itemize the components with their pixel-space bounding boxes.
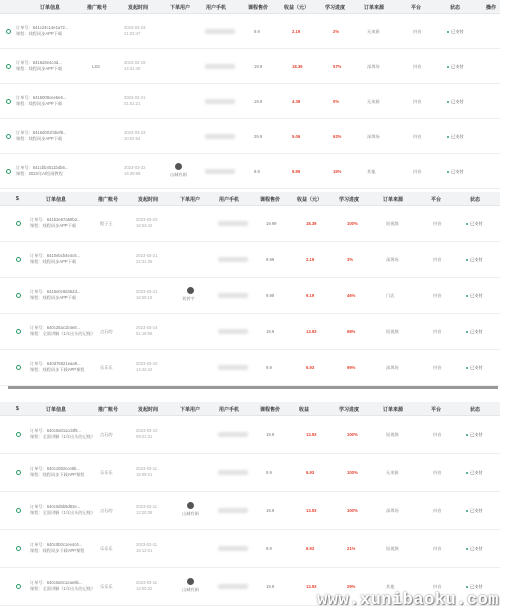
order-number: 订单号：640c0a011cd4f9...	[30, 428, 81, 433]
status-badge	[466, 432, 483, 438]
phone-redacted	[205, 64, 235, 69]
col-price: 课程售价	[248, 5, 269, 11]
course-title: 课程：线程同步APP下载	[16, 31, 63, 36]
income-value: 18.39	[292, 64, 303, 69]
col-time: 发起时间	[138, 407, 159, 413]
platform: 抖音	[433, 221, 442, 226]
phone-redacted	[218, 546, 248, 551]
course-price: 9.9	[254, 29, 260, 34]
status-badge	[447, 29, 464, 35]
course-title: 课程：线程同步APP下载	[30, 223, 77, 228]
status-dot-icon	[447, 66, 449, 68]
order-date: 2023-03-14	[136, 325, 158, 330]
study-progress: 100%	[347, 432, 358, 437]
course-title: 课程：线程同步APP下载	[16, 66, 63, 71]
course-price: 19.9	[254, 64, 263, 69]
income-value: 4.39	[292, 99, 301, 104]
order-time: 10:02:54	[124, 136, 141, 141]
status-label: 已支付	[470, 221, 483, 226]
order-date: 2023-03-21	[124, 95, 146, 100]
platform: 抖音	[413, 99, 422, 104]
phone-redacted	[205, 99, 235, 104]
order-time: 16:59:16	[136, 295, 153, 300]
order-date: 2023-03-10	[136, 361, 158, 366]
course-title: 课程：全面讲解《1年出头的记账》	[30, 331, 96, 336]
study-progress: 15%	[333, 169, 342, 174]
order-time: 01:19:55	[136, 331, 153, 336]
phone-redacted	[218, 257, 248, 262]
status-dot-icon	[466, 548, 468, 550]
income-value: 13.93	[306, 584, 317, 589]
income-value: 5.06	[292, 134, 301, 139]
order-date: 2023-03-23	[136, 217, 158, 222]
course-title: 课程：线程同步下载APP课程	[30, 548, 85, 553]
row-select-radio[interactable]	[6, 64, 11, 69]
status-label: 已支付	[451, 134, 464, 139]
status-dot-icon	[447, 171, 449, 173]
order-number: 订单号：641cbb4011b4b6...	[16, 165, 69, 170]
order-date: 2023-03-22	[124, 165, 146, 170]
order-time: 01:51:21	[124, 101, 141, 106]
platform: 抖音	[413, 29, 422, 34]
course-price: 19.9	[266, 432, 275, 437]
col-promoter: 推广账号	[98, 407, 119, 413]
income-value: 18.39	[306, 221, 317, 226]
table-row	[0, 14, 500, 49]
income-value: 6.93	[306, 470, 315, 475]
col-user: 下单用户	[170, 5, 191, 11]
status-badge	[447, 134, 464, 140]
status-badge	[466, 508, 483, 514]
income-value: 13.93	[306, 329, 317, 334]
phone-redacted	[205, 134, 235, 139]
income-value: 13.93	[306, 432, 317, 437]
table-row	[0, 84, 500, 119]
order-number: 订单号：6416d4e4c4d...	[16, 60, 62, 65]
platform: 抖音	[433, 257, 442, 262]
platform: 抖音	[433, 432, 442, 437]
row-select-radio[interactable]	[16, 293, 21, 298]
order-number: 订单号：6415009cee5e6...	[16, 95, 67, 100]
order-time: 09:21:31	[136, 434, 153, 439]
platform: 抖音	[433, 470, 442, 475]
table-row	[0, 154, 500, 189]
course-price: 19.9	[266, 508, 275, 513]
study-progress: 68%	[347, 329, 356, 334]
order-number: 订单号：640d76621eaa9...	[30, 361, 81, 366]
col-promoter: 推广账号	[98, 197, 119, 203]
order-number: 订单号：6410ebcb4e4c6...	[30, 253, 81, 258]
row-select-radio[interactable]	[16, 432, 21, 437]
status-label: 已支付	[470, 257, 483, 262]
order-date: 2023-03-21	[136, 253, 158, 258]
promoter-account: 点石的	[100, 329, 113, 334]
phone-redacted	[205, 169, 235, 174]
col-time: 发起时间	[128, 5, 149, 11]
col-order-info: 订单信息	[40, 5, 61, 11]
status-dot-icon	[466, 472, 468, 474]
order-source: 深圳场	[386, 508, 399, 513]
status-label: 已支付	[470, 293, 483, 298]
order-source: 深圳场	[386, 257, 399, 262]
phone-redacted	[218, 329, 248, 334]
phone-redacted	[218, 584, 248, 589]
order-source: 无来源	[367, 29, 380, 34]
col-income: 收益（元）	[284, 5, 310, 11]
table-header	[0, 402, 500, 416]
course-title: 课程：线程同步APP下载	[30, 295, 77, 300]
course-title: 课程：线程同步APP下载	[16, 136, 63, 141]
course-title: 课程：全面讲解《1年出头的记账》	[30, 434, 96, 439]
phone-redacted	[218, 293, 248, 298]
phone-redacted	[218, 221, 248, 226]
order-date: 2023-03-19	[124, 60, 146, 65]
row-select-radio[interactable]	[16, 470, 21, 475]
study-progress: 2%	[333, 29, 340, 34]
row-select-radio[interactable]	[6, 99, 11, 104]
table-row	[0, 454, 500, 492]
col-price: 课程售价	[260, 197, 281, 203]
user-name: 山城有娟	[182, 511, 199, 516]
order-time: 16:29:59	[124, 171, 141, 176]
status-dot-icon	[466, 510, 468, 512]
table-header	[0, 0, 500, 14]
table-row	[0, 119, 500, 154]
table-row	[0, 314, 500, 350]
status-badge	[447, 64, 464, 70]
promoter-account: 点石的	[100, 508, 113, 513]
order-source: 短视频	[386, 221, 399, 226]
avatar	[187, 502, 194, 509]
user-name: 山城有娟	[170, 172, 187, 177]
order-source: 门店	[386, 293, 395, 298]
phone-redacted	[205, 29, 235, 34]
promoter-account: 程子王	[100, 221, 113, 226]
income-value: 9.19	[306, 293, 315, 298]
platform: 抖音	[433, 293, 442, 298]
phone-redacted	[218, 470, 248, 475]
study-progress: 100%	[347, 470, 358, 475]
status-dot-icon	[466, 223, 468, 225]
income-value: 6.93	[306, 365, 315, 370]
income-value: 2.19	[306, 257, 315, 262]
order-source: 无来源	[386, 470, 399, 475]
order-time: 14:42:42	[136, 367, 153, 372]
order-date: 2023-03-11	[136, 542, 158, 547]
status-badge	[466, 546, 483, 552]
order-source: 深圳场	[367, 134, 380, 139]
status-label: 已支付	[470, 329, 483, 334]
col-progress: 学习进度	[339, 197, 360, 203]
promoter-account: 乐乐乐	[100, 365, 113, 370]
order-time: 22:31:35	[136, 259, 153, 264]
course-title: 课程：线程同步下载APP课程	[30, 472, 85, 477]
course-price: 19.9	[254, 99, 263, 104]
table-row	[0, 350, 500, 386]
order-number: 订单号：640c0a0c1eae6b...	[30, 580, 83, 585]
watermark: www.xunibaoku.com	[317, 591, 499, 610]
table-row	[0, 492, 500, 530]
status-badge	[466, 470, 483, 476]
study-progress: 3%	[347, 257, 354, 262]
course-title: 课程：线程同步APP下载	[16, 101, 63, 106]
col-phone: 用户手机	[206, 5, 227, 11]
order-time: 15:12:01	[136, 548, 153, 553]
col-source: 订单来源	[383, 407, 404, 413]
status-badge	[466, 221, 483, 227]
order-source: 无来源	[367, 99, 380, 104]
status-label: 已支付	[451, 29, 464, 34]
course-price: 9.99	[266, 257, 275, 262]
col-progress: 学习进度	[325, 5, 346, 11]
study-progress: 63%	[333, 134, 342, 139]
row-select-radio[interactable]	[6, 169, 11, 174]
col-user: 下单用户	[180, 407, 201, 413]
order-date: 2023-03-11	[136, 504, 158, 509]
section-divider	[8, 386, 498, 389]
avatar	[175, 163, 182, 170]
order-source: 其他	[367, 169, 376, 174]
status-dot-icon	[447, 31, 449, 33]
col-source: 订单来源	[364, 5, 385, 11]
order-time: 21:03:47	[124, 31, 141, 36]
platform: 抖音	[433, 584, 442, 589]
col-status: 状态	[450, 5, 461, 11]
table-row	[0, 49, 500, 84]
row-select-radio[interactable]	[16, 508, 21, 513]
row-select-radio[interactable]	[16, 584, 21, 589]
order-date: 2023-03-21	[136, 289, 158, 294]
order-number: 订单号：640c0b0c1ee4c6...	[30, 542, 83, 547]
status-badge	[466, 257, 483, 263]
income-value: 9.99	[292, 169, 301, 174]
course-title: 课程：2023年AI绘画教程	[16, 171, 63, 176]
course-price: 9.9	[266, 546, 272, 551]
avatar	[187, 578, 194, 585]
avatar	[187, 287, 194, 294]
course-title: 课程：线程同步APP下载	[30, 259, 77, 264]
status-label: 已支付	[451, 169, 464, 174]
status-badge	[466, 329, 483, 335]
study-progress: 100%	[347, 221, 358, 226]
col-status: 状态	[470, 407, 481, 413]
col-action: 操作	[486, 5, 497, 11]
user-name: 山城有娟	[182, 587, 199, 592]
status-label: 已支付	[470, 432, 483, 437]
course-price: 9.9	[254, 169, 260, 174]
status-label: 已支付	[470, 584, 483, 589]
table-row	[0, 206, 500, 242]
col-order-info: 订单信息	[46, 197, 67, 203]
status-dot-icon	[466, 331, 468, 333]
row-select-radio[interactable]	[6, 134, 11, 139]
col-status: 状态	[470, 197, 481, 203]
study-progress: 46%	[347, 293, 356, 298]
status-label: 已支付	[470, 470, 483, 475]
table-row	[0, 530, 500, 568]
status-label: 已支付	[470, 365, 483, 370]
row-select-radio[interactable]	[16, 546, 21, 551]
order-source: 其他	[386, 584, 395, 589]
col-promoter: 推广账号	[87, 5, 108, 11]
order-time: 15:09:21	[136, 472, 153, 477]
course-title: 课程：全面讲解《1年出头的记账》	[30, 510, 96, 515]
promoter-account: LSS	[92, 64, 100, 69]
status-label: 已支付	[451, 99, 464, 104]
status-dot-icon	[466, 434, 468, 436]
order-number: 订单号：640c1082cce8b...	[30, 466, 80, 471]
phone-redacted	[218, 365, 248, 370]
status-dot-icon	[466, 295, 468, 297]
platform: 抖音	[413, 169, 422, 174]
orders-table-1	[0, 0, 500, 190]
order-date: 2023-03-10	[136, 428, 158, 433]
order-date: 2023-03-11	[136, 466, 158, 471]
order-time: 13:20:38	[136, 510, 153, 515]
income-value: 13.93	[306, 508, 317, 513]
promoter-account: 乐乐乐	[100, 546, 113, 551]
table-row	[0, 278, 500, 314]
study-progress: 21%	[347, 546, 356, 551]
status-label: 已支付	[451, 64, 464, 69]
study-progress: 99%	[347, 365, 356, 370]
status-dot-icon	[447, 101, 449, 103]
row-select-radio[interactable]	[16, 221, 21, 226]
col-source: 订单来源	[383, 197, 404, 203]
col-order-info: 订单信息	[46, 407, 67, 413]
orders-table-2	[0, 192, 500, 385]
col-platform: 平台	[431, 197, 442, 203]
platform: 抖音	[433, 329, 442, 334]
status-badge	[447, 169, 464, 175]
table-header	[0, 192, 500, 206]
course-title: 课程：全面讲解《1年出头的记账》	[30, 586, 96, 591]
promoter-account: 乐乐乐	[100, 584, 113, 589]
order-date: 2023-03-11	[136, 580, 158, 585]
course-title: 课程：线程同步下载APP课程	[30, 367, 85, 372]
status-dot-icon	[466, 367, 468, 369]
status-label: 已支付	[470, 508, 483, 513]
status-dot-icon	[466, 586, 468, 588]
status-badge	[466, 584, 483, 590]
col-progress: 学习进度	[339, 407, 360, 413]
col-income: 收益（元）	[297, 197, 323, 203]
platform: 抖音	[433, 546, 442, 551]
table-row	[0, 242, 500, 278]
status-dot-icon	[466, 259, 468, 261]
col-platform: 平台	[411, 5, 422, 11]
order-date: 2023-03-23	[124, 130, 146, 135]
order-number: 订单号：640c25ac1b4e8...	[30, 325, 81, 330]
col-price: 课程售价	[260, 407, 281, 413]
col-time: 发起时间	[138, 197, 159, 203]
course-price: 9.9	[266, 365, 272, 370]
study-progress: 0%	[333, 99, 340, 104]
order-number: 订单号：640c0d5b9d83e...	[30, 504, 81, 509]
phone-redacted	[218, 508, 248, 513]
order-number: 订单号：641b2e57a59b2...	[30, 217, 81, 222]
course-price: 9.99	[266, 293, 275, 298]
order-source: 短视频	[386, 329, 399, 334]
platform: 抖音	[413, 134, 422, 139]
status-badge	[466, 365, 483, 371]
order-source: 短视频	[386, 432, 399, 437]
study-progress: 100%	[347, 508, 358, 513]
order-number: 订单号：641c24c14e1a72...	[16, 25, 69, 30]
col-phone: 用户手机	[219, 197, 240, 203]
order-number: 订单号：6416d001f4bef8...	[16, 130, 67, 135]
course-price: 19.9	[266, 329, 275, 334]
study-progress: 57%	[333, 64, 342, 69]
order-source: 深圳场	[367, 64, 380, 69]
study-progress: 29%	[347, 584, 356, 589]
course-price: 29.9	[254, 134, 263, 139]
col-phone: 用户手机	[219, 407, 240, 413]
promoter-account: 乐乐乐	[100, 470, 113, 475]
col-platform: 平台	[431, 407, 442, 413]
status-badge	[447, 99, 464, 105]
income-value: 6.93	[306, 546, 315, 551]
status-dot-icon	[447, 136, 449, 138]
row-select-radio[interactable]	[6, 29, 11, 34]
platform: 抖音	[433, 365, 442, 370]
order-source: 短视频	[386, 546, 399, 551]
col-select: $	[16, 196, 19, 202]
row-select-radio[interactable]	[16, 365, 21, 370]
course-price: 9.9	[266, 470, 272, 475]
col-select: $	[16, 406, 19, 412]
user-name: 刘忻宇	[182, 296, 195, 301]
platform: 抖音	[433, 508, 442, 513]
course-price: 19.99	[266, 221, 277, 226]
status-label: 已支付	[470, 546, 483, 551]
orders-table-3	[0, 402, 500, 613]
order-time: 14:41:40	[124, 66, 141, 71]
course-price: 19.9	[266, 584, 275, 589]
table-row	[0, 416, 500, 454]
status-badge	[466, 293, 483, 299]
row-select-radio[interactable]	[16, 257, 21, 262]
col-user: 下单用户	[180, 197, 201, 203]
promoter-account: 点石的	[100, 432, 113, 437]
row-select-radio[interactable]	[16, 329, 21, 334]
order-time: 16:53:42	[136, 223, 153, 228]
phone-redacted	[218, 432, 248, 437]
order-source: 深圳场	[386, 365, 399, 370]
income-value: 2.19	[292, 29, 301, 34]
platform: 抖音	[413, 64, 422, 69]
order-time: 13:00:32	[136, 586, 153, 591]
order-date: 2023-03-23	[124, 25, 146, 30]
col-income: 收益	[299, 407, 310, 413]
order-number: 订单号：6415e0c9d452d...	[30, 289, 81, 294]
